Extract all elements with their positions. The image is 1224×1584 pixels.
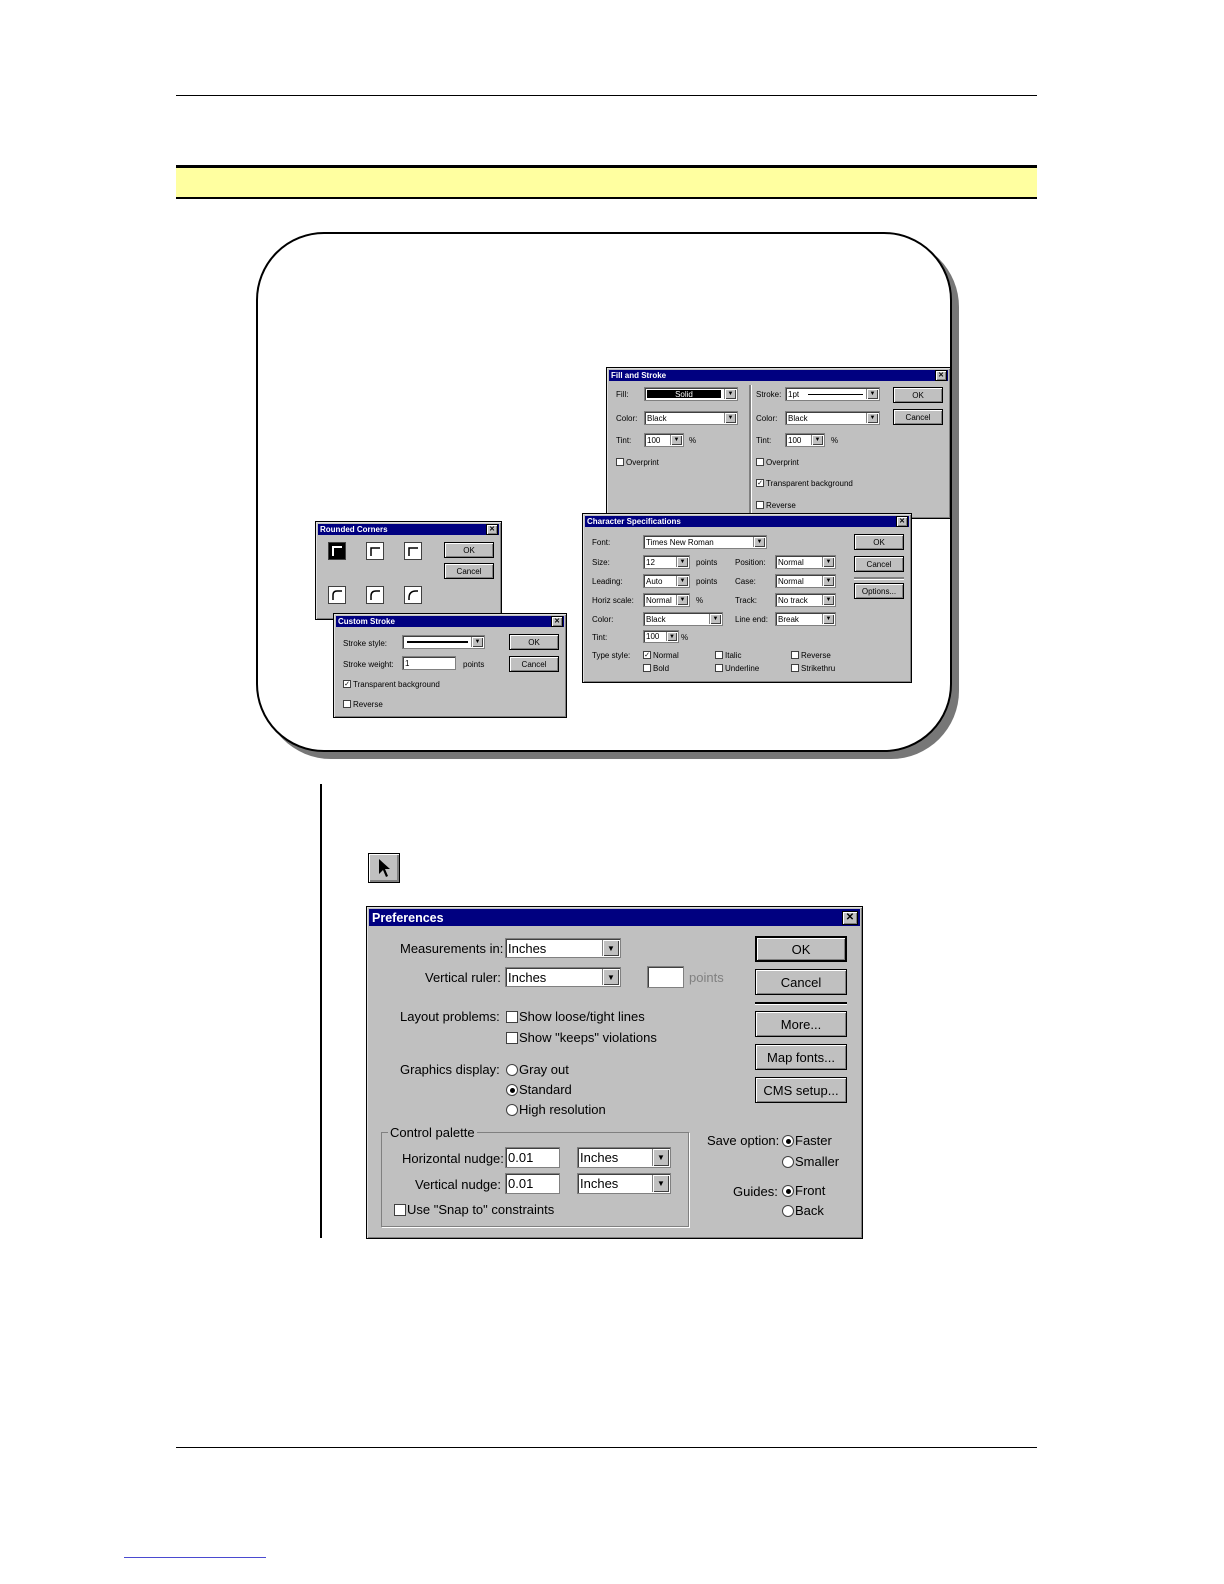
transparent-label: Transparent background <box>353 680 440 689</box>
tint-unit: % <box>681 633 689 642</box>
stroke-select[interactable] <box>785 387 880 401</box>
cancel-button[interactable]: Cancel <box>755 969 847 995</box>
control-palette-title: Control palette <box>390 1125 475 1140</box>
dialog-title: Preferences <box>372 910 444 925</box>
header-rule <box>176 95 1037 96</box>
smaller-radio[interactable] <box>782 1156 794 1168</box>
stroke-weight-label: Stroke weight: <box>343 660 394 669</box>
ok-button[interactable]: OK <box>444 542 494 558</box>
stroke-style-label: Stroke style: <box>343 639 388 648</box>
fill-color-select[interactable] <box>644 411 738 425</box>
footnote-rule <box>124 1557 266 1558</box>
faster-radio[interactable] <box>782 1135 794 1147</box>
stroke-tint-select[interactable] <box>785 433 825 447</box>
vertical-nudge-label: Vertical nudge: <box>415 1177 502 1192</box>
case-value: Normal <box>778 576 804 586</box>
close-icon[interactable]: ✕ <box>842 911 858 925</box>
position-label: Position: <box>735 558 766 567</box>
cancel-button[interactable]: Cancel <box>509 656 559 672</box>
tint-value: 100 <box>646 632 660 641</box>
fill-stroke-titlebar <box>609 370 948 381</box>
ok-button[interactable]: OK <box>509 634 559 650</box>
chevron-down-icon[interactable]: ▼ <box>822 557 834 567</box>
custom-stroke-dialog <box>333 613 567 718</box>
style-bold-label: Bold <box>653 664 670 673</box>
dialog-title: Character Specifications <box>587 517 681 526</box>
keeps-violations-checkbox[interactable] <box>506 1032 518 1044</box>
style-normal-label: Normal <box>653 651 679 660</box>
reverse-label: Reverse <box>766 501 796 510</box>
stroke-color-value: Black <box>788 413 808 423</box>
vertical-nudge-unit-select[interactable] <box>577 1173 671 1194</box>
track-select[interactable] <box>775 593 836 607</box>
horizontal-nudge-label: Horizontal nudge: <box>402 1151 504 1166</box>
horizontal-nudge-unit-select[interactable] <box>577 1147 671 1168</box>
style-reverse-label: Reverse <box>801 651 831 660</box>
chevron-down-icon[interactable]: ▼ <box>676 595 688 605</box>
size-unit: points <box>696 558 718 567</box>
rounded-corners-dialog <box>315 521 502 620</box>
footer-rule <box>176 1447 1037 1448</box>
style-strikethru-label: Strikethru <box>801 664 836 673</box>
stroke-label: Stroke: <box>756 390 782 399</box>
vertical-ruler-label: Vertical ruler: <box>425 970 501 985</box>
radio-selected-dot <box>510 1088 515 1093</box>
color-value: Black <box>646 614 666 624</box>
more-button[interactable]: More... <box>755 1011 847 1037</box>
style-underline-label: Underline <box>725 664 760 673</box>
close-icon[interactable]: ✕ <box>551 616 563 627</box>
save-option-label: Save option: <box>707 1133 780 1148</box>
graphics-display-label: Graphics display: <box>400 1062 500 1077</box>
stroke-color-label: Color: <box>756 414 778 423</box>
corner-option-4[interactable] <box>328 586 346 604</box>
smaller-label: Smaller <box>795 1154 840 1169</box>
rounded-corners-titlebar <box>318 524 499 535</box>
reverse-checkbox[interactable] <box>791 651 799 659</box>
vertical-ruler-value: Inches <box>508 969 547 985</box>
vertical-divider <box>749 385 752 517</box>
front-radio[interactable] <box>782 1185 794 1197</box>
chevron-down-icon[interactable]: ▼ <box>822 614 834 624</box>
bold-checkbox[interactable] <box>643 664 651 672</box>
chevron-down-icon[interactable]: ▼ <box>866 389 878 399</box>
button-divider <box>755 1002 847 1005</box>
stroke-tint-label: Tint: <box>756 436 772 445</box>
keeps-violations-label: Show "keeps" violations <box>519 1030 657 1045</box>
line-end-value: Break <box>778 614 799 624</box>
track-label: Track: <box>735 596 757 605</box>
leading-select[interactable] <box>643 574 690 588</box>
radio-selected-dot <box>786 1189 791 1194</box>
vertical-ruler-select[interactable] <box>505 967 621 987</box>
reverse-checkbox[interactable] <box>756 501 764 509</box>
dialog-title: Rounded Corners <box>320 525 388 534</box>
case-select[interactable] <box>775 574 836 588</box>
standard-label: Standard <box>519 1082 572 1097</box>
font-select[interactable] <box>643 535 767 549</box>
tint-label: Tint: <box>616 436 632 445</box>
chevron-down-icon[interactable]: ▼ <box>676 576 688 586</box>
size-select[interactable] <box>643 555 690 569</box>
close-icon[interactable]: ✕ <box>935 370 947 381</box>
transparent-checkbox[interactable]: ✓ <box>757 480 763 487</box>
horizontal-nudge-input[interactable]: 0.01 <box>505 1147 560 1168</box>
overprint-checkbox[interactable] <box>616 458 624 466</box>
fill-stroke-dialog <box>606 367 951 519</box>
corner-option-6[interactable] <box>404 586 422 604</box>
tint-select[interactable] <box>643 630 679 643</box>
loose-tight-label: Show loose/tight lines <box>519 1009 645 1024</box>
stroke-tint-value: 100 <box>788 435 802 445</box>
pointer-tool-button[interactable] <box>368 853 400 883</box>
map-fonts-button[interactable]: Map fonts... <box>755 1044 847 1070</box>
line-end-select[interactable] <box>775 612 836 626</box>
vertical-nudge-input[interactable]: 0.01 <box>505 1173 560 1194</box>
character-specifications-titlebar <box>585 516 909 527</box>
custom-stroke-titlebar <box>336 616 564 627</box>
underline-checkbox[interactable] <box>715 664 723 672</box>
chevron-down-icon[interactable]: ▼ <box>666 632 677 641</box>
rounded-corner-icon <box>367 587 383 603</box>
chevron-down-icon[interactable]: ▼ <box>670 435 682 445</box>
back-label: Back <box>795 1203 824 1218</box>
snap-to-checkbox[interactable] <box>394 1204 406 1216</box>
color-label: Color: <box>592 615 614 624</box>
close-icon[interactable]: ✕ <box>486 524 498 535</box>
vertical-ruler-points-input[interactable] <box>647 966 684 988</box>
chevron-down-icon[interactable]: ▼ <box>709 614 721 624</box>
standard-radio[interactable] <box>506 1084 518 1096</box>
leading-label: Leading: <box>592 577 623 586</box>
overprint-label: Overprint <box>626 458 659 467</box>
case-label: Case: <box>735 577 756 586</box>
stroke-line-preview <box>808 394 863 395</box>
stroke-overprint-label: Overprint <box>766 458 799 467</box>
character-specifications-dialog <box>582 513 912 683</box>
ok-button[interactable]: OK <box>854 534 904 550</box>
track-value: No track <box>778 595 808 605</box>
strikethru-checkbox[interactable] <box>791 664 799 672</box>
square-corner-icon <box>329 543 345 559</box>
color-label: Color: <box>616 414 638 423</box>
stroke-color-select[interactable] <box>785 411 880 425</box>
preferences-dialog <box>366 906 863 1239</box>
measurements-select[interactable] <box>505 938 621 958</box>
stroke-weight-unit: points <box>463 660 485 669</box>
position-select[interactable] <box>775 555 836 569</box>
arrow-pointer-icon <box>376 858 392 878</box>
chevron-down-icon[interactable]: ▼ <box>471 637 483 647</box>
tint-label: Tint: <box>592 633 608 642</box>
chevron-down-icon[interactable]: ▼ <box>866 413 878 423</box>
rounded-corner-icon <box>329 587 345 603</box>
corner-option-2[interactable] <box>366 542 384 560</box>
size-label: Size: <box>592 558 610 567</box>
options-button[interactable]: Options... <box>854 583 904 599</box>
front-label: Front <box>795 1183 826 1198</box>
style-italic-label: Italic <box>725 651 742 660</box>
leading-unit: points <box>696 577 718 586</box>
horizontal-nudge-unit: Inches <box>580 1150 619 1165</box>
normal-checkbox[interactable]: ✓ <box>644 652 650 659</box>
button-divider <box>854 577 904 580</box>
stroke-style-select[interactable] <box>402 635 485 649</box>
corner-square-selected[interactable] <box>328 542 346 560</box>
stroke-percent-label: % <box>831 436 839 445</box>
chevron-down-icon[interactable]: ▼ <box>822 576 834 586</box>
stroke-value: 1pt <box>788 389 800 399</box>
dialog-title: Custom Stroke <box>338 617 395 626</box>
line-end-label: Line end: <box>735 615 768 624</box>
gray-out-radio[interactable] <box>506 1064 518 1076</box>
high-resolution-radio[interactable] <box>506 1104 518 1116</box>
percent-label: % <box>689 436 697 445</box>
measurements-label: Measurements in: <box>400 941 504 956</box>
cms-setup-button[interactable]: CMS setup... <box>755 1077 847 1103</box>
cancel-button[interactable]: Cancel <box>893 409 943 425</box>
margin-rule <box>320 784 322 1238</box>
horiz-scale-select[interactable] <box>643 593 690 607</box>
radio-selected-dot <box>786 1139 791 1144</box>
fill-swatch: Solid <box>647 390 721 398</box>
horiz-scale-label: Horiz scale: <box>592 596 634 605</box>
horiz-scale-unit: % <box>696 596 704 605</box>
font-value: Times New Roman <box>646 537 714 547</box>
chevron-down-icon[interactable]: ▼ <box>652 1149 669 1166</box>
corner-option-5[interactable] <box>366 586 384 604</box>
gray-out-label: Gray out <box>519 1062 569 1077</box>
dialog-title: Fill and Stroke <box>611 371 667 380</box>
chevron-down-icon[interactable]: ▼ <box>602 969 619 985</box>
position-value: Normal <box>778 557 804 567</box>
transparent-checkbox[interactable]: ✓ <box>344 681 350 688</box>
transparent-label: Transparent background <box>766 479 853 488</box>
type-style-label: Type style: <box>592 651 631 660</box>
high-resolution-label: High resolution <box>519 1102 606 1117</box>
vertical-nudge-unit: Inches <box>580 1176 619 1191</box>
color-select[interactable] <box>643 612 723 626</box>
fill-tint-select[interactable] <box>644 433 684 447</box>
fill-select[interactable] <box>644 387 738 401</box>
cancel-button[interactable]: Cancel <box>854 556 904 572</box>
snap-to-label: Use "Snap to" constraints <box>407 1202 555 1217</box>
chevron-down-icon[interactable]: ▼ <box>811 435 823 445</box>
chevron-down-icon[interactable]: ▼ <box>822 595 834 605</box>
fill-tint-value: 100 <box>647 435 661 445</box>
size-value: 12 <box>646 557 655 567</box>
cancel-button[interactable]: Cancel <box>444 563 494 579</box>
faster-label: Faster <box>795 1133 832 1148</box>
leading-value: Auto <box>646 576 663 586</box>
italic-checkbox[interactable] <box>715 651 723 659</box>
font-label: Font: <box>592 538 611 547</box>
stroke-overprint-checkbox[interactable] <box>756 458 764 466</box>
fill-color-value: Black <box>647 413 667 423</box>
rounded-corner-icon <box>405 587 421 603</box>
chevron-down-icon[interactable]: ▼ <box>724 389 736 399</box>
chevron-down-icon[interactable]: ▼ <box>652 1175 669 1192</box>
stroke-weight-input[interactable]: 1 <box>402 656 456 670</box>
reverse-checkbox[interactable] <box>343 700 351 708</box>
back-radio[interactable] <box>782 1205 794 1217</box>
close-icon[interactable]: ✕ <box>896 516 908 527</box>
ok-button[interactable]: OK <box>755 936 847 962</box>
measurements-value: Inches <box>508 940 547 956</box>
chevron-down-icon[interactable]: ▼ <box>602 940 619 956</box>
horiz-scale-value: Normal <box>646 595 672 605</box>
stroke-style-preview <box>407 641 468 643</box>
ok-button[interactable]: OK <box>893 387 943 403</box>
chevron-down-icon[interactable]: ▼ <box>753 537 765 547</box>
fill-label: Fill: <box>616 390 629 399</box>
layout-problems-label: Layout problems: <box>400 1009 500 1024</box>
corner-option-3[interactable] <box>404 542 422 560</box>
square-corner-icon <box>367 543 383 559</box>
chevron-down-icon[interactable]: ▼ <box>724 413 736 423</box>
guides-label: Guides: <box>733 1184 778 1199</box>
chevron-down-icon[interactable]: ▼ <box>676 557 688 567</box>
section-heading-band <box>176 165 1037 199</box>
loose-tight-checkbox[interactable] <box>506 1011 518 1023</box>
square-corner-icon <box>405 543 421 559</box>
reverse-label: Reverse <box>353 700 383 709</box>
preferences-titlebar <box>369 909 860 926</box>
vertical-ruler-points-label: points <box>689 970 724 985</box>
